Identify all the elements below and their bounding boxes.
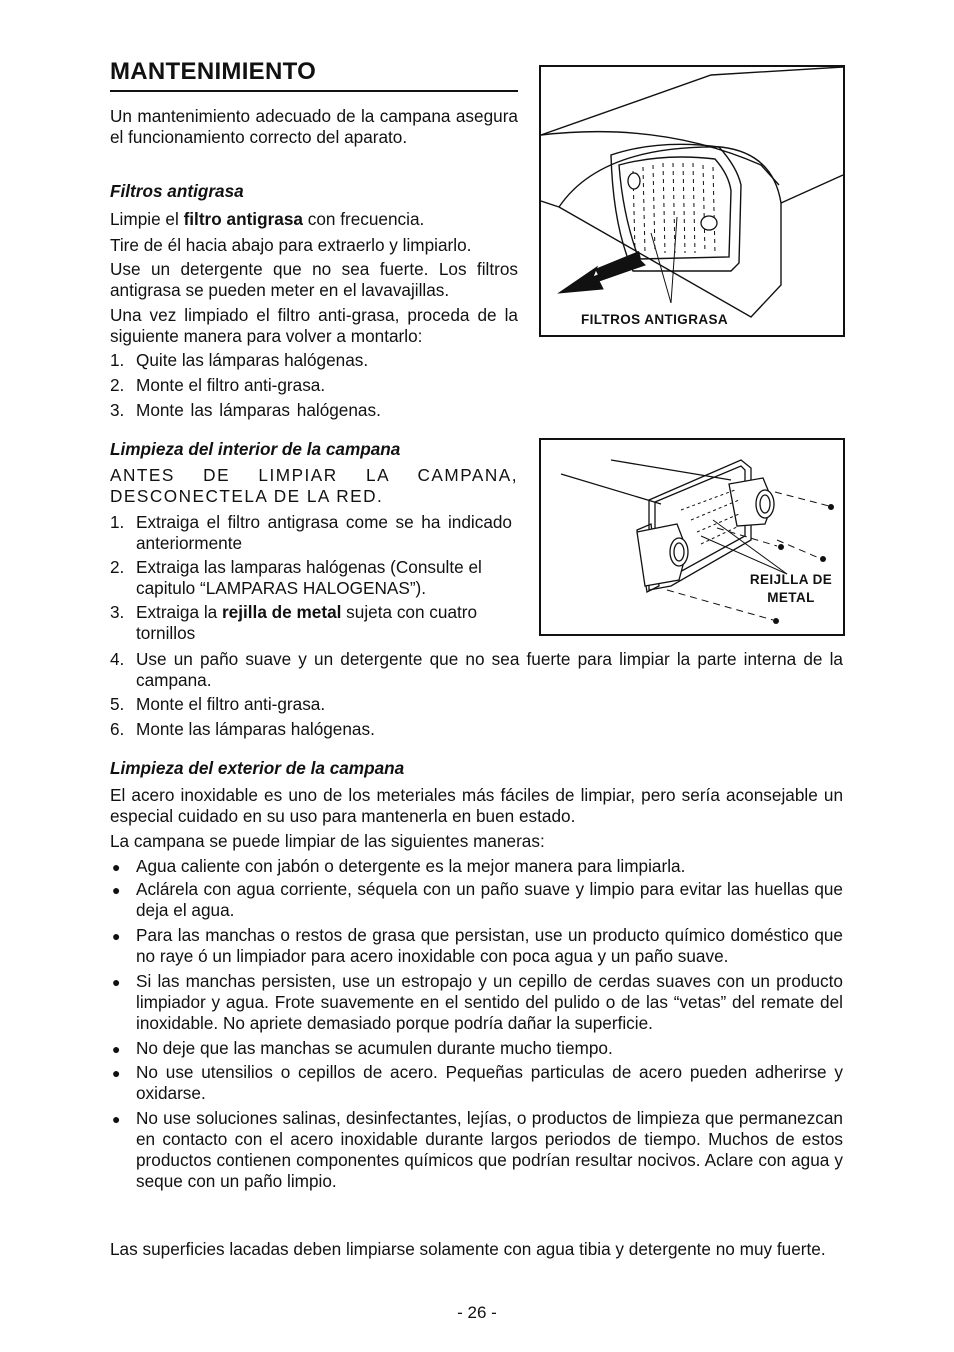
interior-steps-list — [110, 512, 512, 644]
exterior-paragraph-2: La campana se puede limpiar de las siguientes maneras: — [110, 831, 545, 851]
filtros-steps-list — [110, 350, 518, 421]
list-item: ● No deje que las manchas se acumulen durante mucho tiempo. — [112, 1038, 613, 1058]
intro-paragraph: Un mantenimiento adecuado de la campana asegura el funcionamiento correcto del aparato. — [110, 106, 518, 147]
list-item: 5. Monte el filtro anti-grasa. — [110, 694, 326, 714]
list-item: ● Para las manchas o restos de grasa que persistan, use un producto químico doméstico que no raye ó un limpiador para acero inoxidable con poca agua y un paño suave. — [112, 925, 843, 966]
filtros-paragraph-4: Una vez limpiado el filtro anti-grasa, proceda de la siguiente manera para volver a montarlo: — [110, 305, 518, 346]
section-heading-interior: Limpieza del interior de la campana — [110, 439, 401, 459]
list-item: ● No use utensilios o cepillos de acero. Pequeñas particulas de acero pueden adherirse y oxidarse. — [112, 1062, 843, 1103]
hood-filter-illustration — [541, 67, 843, 335]
page-title: MANTENIMIENTO — [110, 58, 518, 92]
list-item: 1. Quite las lámparas halógenas. — [110, 350, 369, 370]
list-item: ● Agua caliente con jabón o detergente es la mejor manera para limpiarla. — [112, 856, 686, 876]
interior-bold-term: rejilla de metal — [221, 602, 342, 622]
figure-metal-grille — [539, 438, 845, 636]
page-number: - 26 - — [457, 1303, 497, 1322]
exterior-bullet-list — [110, 856, 843, 1192]
filtros-paragraph-3: Use un detergente que no sea fuerte. Los filtros antigrasa se pueden meter en el lavavajillas. — [110, 259, 518, 300]
exterior-closing: Las superficies lacadas deben limpiarse solamente con agua tibia y detergente no muy fuerte. — [110, 1239, 826, 1259]
list-item: 1. Extraiga el filtro antigrasa come se ha indicado anteriormente — [110, 512, 512, 553]
filtros-paragraph-2: Tire de él hacia abajo para extraerlo y limpiarlo. — [110, 235, 472, 255]
list-item: ● No use soluciones salinas, desinfectantes, lejías, o productos de limpieza que permanezcan en contacto con el acero inoxidable durante largos periodos de tiempo. Muchos de estos productos contienen componentes químicos que podrían resultar nocivos. Aclare con agua y seque con un paño limpio. — [112, 1108, 843, 1191]
filtros-bold-term: filtro antigrasa — [183, 209, 303, 229]
interior-warning: ANTES DE LIMPIAR LA CAMPANA, DESCONECTELA DE LA RED. — [110, 465, 518, 506]
section-heading-filtros: Filtros antigrasa — [110, 181, 244, 201]
figure-grille-label: REIJLLA DE METAL — [749, 572, 833, 605]
list-item: 6. Monte las lámparas halógenas. — [110, 719, 375, 739]
section-heading-exterior: Limpieza del exterior de la campana — [110, 758, 405, 778]
list-item: 4. Use un paño suave y un detergente que no sea fuerte para limpiar la parte interna de la campana. — [110, 649, 843, 690]
exterior-paragraph-1: El acero inoxidable es uno de los meteriales más fáciles de limpiar, pero sería aconsejable un especial cuidado en su uso para mantenerla en buen estado. — [110, 785, 843, 826]
list-item: ● Si las manchas persisten, use un estropajo y un cepillo de cerdas suaves con un producto limpiador y agua. Frote suavemente en el sentido del pulido o de las “vetas” del remate del inoxidable. No apriete demasiado porque podría dañar la superficie. — [112, 971, 843, 1033]
figure-filters-label: FILTROS ANTIGRASA — [581, 312, 729, 327]
list-item: 2. Monte el filtro anti-grasa. — [110, 375, 326, 395]
list-item: 3. Extraiga la rejilla de metal sujeta con cuatro tornillos — [110, 602, 478, 643]
list-item: 3. Monte las lámparas halógenas. — [110, 400, 381, 420]
list-item: ● Aclárela con agua corriente, séquela con un paño suave y limpio para evitar las huellas que deja el agua. — [112, 879, 843, 920]
figure-filters — [539, 65, 845, 337]
filtros-paragraph-1: Limpie el filtro antigrasa con frecuencia. — [110, 209, 425, 229]
interior-steps-list-cont — [110, 649, 843, 740]
list-item: 2. Extraiga las lamparas halógenas (Consulte el capitulo “LAMPARAS HALOGENAS”). — [110, 557, 482, 598]
